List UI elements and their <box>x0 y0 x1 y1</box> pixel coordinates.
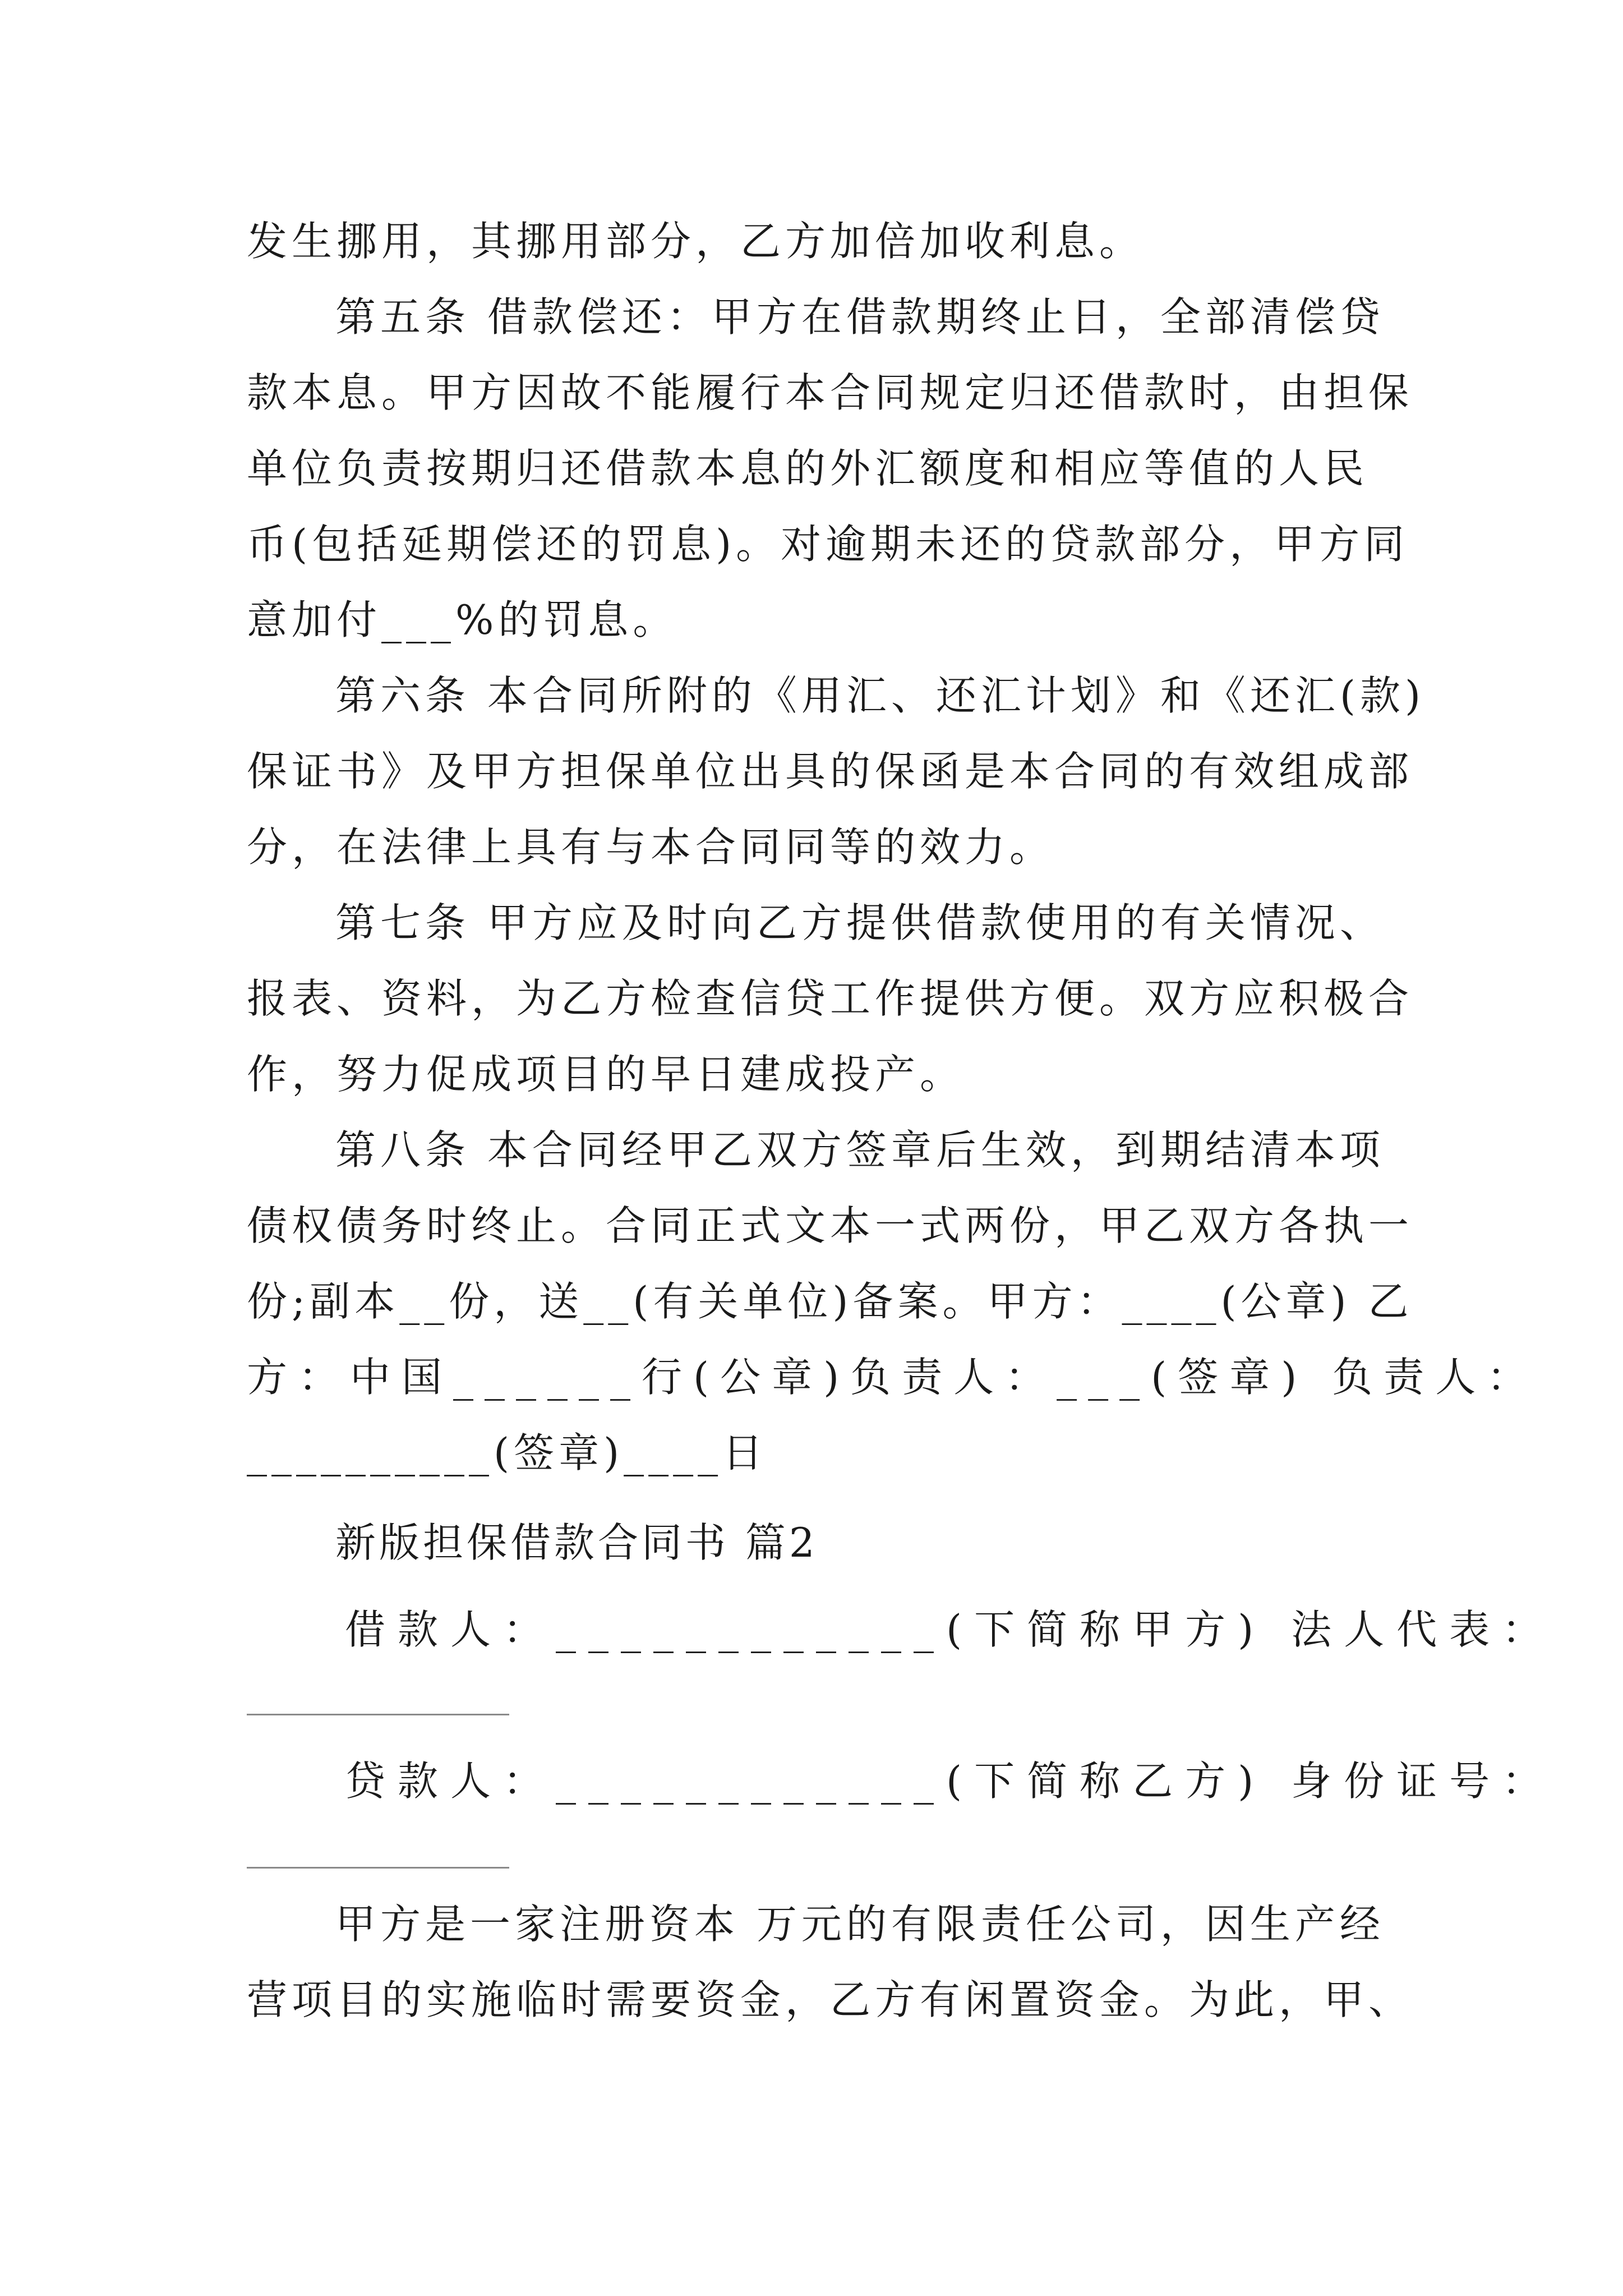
paragraph-line: 报表、资料，为乙方检查信贷工作提供方便。双方应积极合 <box>247 975 1414 1022</box>
paragraph-line: 发生挪用，其挪用部分，乙方加倍加收利息。 <box>247 218 1145 265</box>
paragraph-line: 债权债务时终止。合同正式文本一式两份，甲乙双方各执一 <box>247 1202 1414 1249</box>
paragraph-line: 币(包括延期偿还的罚息)。对逾期未还的贷款部分，甲方同 <box>247 521 1409 568</box>
paragraph-line: 份;副本__份，送__(有关单位)备案。甲方：____(公章) 乙 <box>247 1278 1413 1325</box>
paragraph-line: 营项目的实施临时需要资金，乙方有闲置资金。为此，甲、 <box>247 1976 1414 2023</box>
article-6-heading-line: 第六条 本合同所附的《用汇、还汇计划》和《还汇(款) <box>335 672 1426 719</box>
paragraph-line: 甲方是一家注册资本 万元的有限责任公司，因生产经 <box>335 1901 1385 1948</box>
borrower-field-line: 借款人：____________(下简称甲方) 法人代表： <box>345 1606 1555 1653</box>
paragraph-line: 作，努力促成项目的早日建成投产。 <box>247 1051 965 1098</box>
signature-line: 方：中国______行(公章)负责人：___(签章) 负责人： <box>247 1354 1539 1401</box>
section-heading: 新版担保借款合同书 篇2 <box>335 1519 818 1566</box>
signature-line: __________(签章)____日 <box>247 1429 768 1476</box>
paragraph-line: 分，在法律上具有与本合同同等的效力。 <box>247 823 1055 871</box>
blank-underline <box>247 1714 509 1715</box>
article-8-heading-line: 第八条 本合同经甲乙双方签章后生效，到期结清本项 <box>335 1126 1385 1174</box>
lender-field-line: 贷款人：____________(下简称乙方) 身份证号： <box>345 1757 1555 1805</box>
article-7-heading-line: 第七条 甲方应及时向乙方提供借款使用的有关情况、 <box>335 899 1385 946</box>
article-5-heading-line: 第五条 借款偿还：甲方在借款期终止日，全部清偿贷 <box>335 293 1385 341</box>
paragraph-line: 款本息。甲方因故不能履行本合同规定归还借款时，由担保 <box>247 369 1414 416</box>
paragraph-line: 意加付___%的罚息。 <box>247 596 678 643</box>
paragraph-line: 保证书》及甲方担保单位出具的保函是本合同的有效组成部 <box>247 748 1414 795</box>
paragraph-line: 单位负责按期归还借款本息的外汇额度和相应等值的人民 <box>247 445 1369 492</box>
blank-underline <box>247 1867 509 1869</box>
